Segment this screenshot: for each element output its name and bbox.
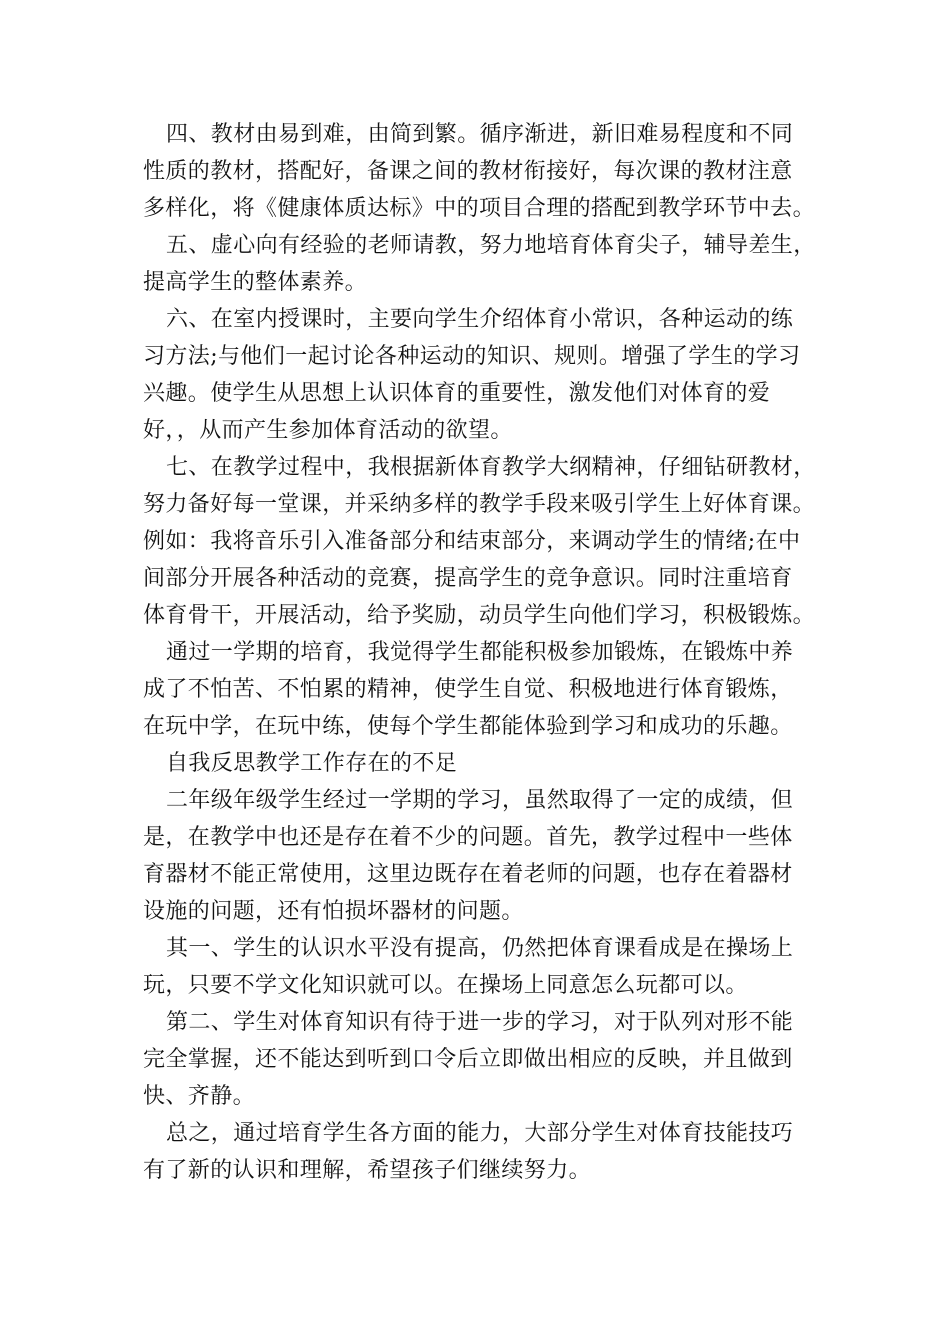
paragraph-5-line-1: 五、虚心向有经验的老师请教，努力地培育体育尖子，辅导差生， <box>166 233 816 258</box>
paragraph-6-line-3: 兴趣。使学生从思想上认识体育的重要性，激发他们对体育的爱 <box>143 381 771 406</box>
paragraph-7-line-3: 例如：我将音乐引入准备部分和结束部分，来调动学生的情绪;在中 <box>143 529 801 554</box>
paragraph-summary-line-2: 成了不怕苦、不怕累的精神，使学生自觉、积极地进行体育锻炼， <box>143 677 793 702</box>
paragraph-intro-line-3: 育器材不能正常使用，这里边既存在着老师的问题，也存在着器材 <box>143 862 793 887</box>
paragraph-second-line-2: 完全掌握，还不能达到听到口令后立即做出相应的反映，并且做到 <box>143 1047 793 1072</box>
paragraph-intro-line-2: 是，在教学中也还是存在着不少的问题。首先，教学过程中一些体 <box>143 825 793 850</box>
paragraph-4-line-2: 性质的教材，搭配好，备课之间的教材衔接好，每次课的教材注意 <box>143 159 793 184</box>
paragraph-conclusion-line-2: 有了新的认识和理解，希望孩子们继续努力。 <box>143 1158 592 1183</box>
paragraph-6-line-2: 习方法;与他们一起讨论各种运动的知识、规则。增强了学生的学习 <box>143 344 801 369</box>
paragraph-7-line-5: 体育骨干，开展活动，给予奖励，动员学生向他们学习，积极锻炼。 <box>143 603 816 628</box>
paragraph-4-line-1: 四、教材由易到难，由简到繁。循序渐进，新旧难易程度和不同 <box>166 122 794 147</box>
paragraph-second-line-3: 快、齐静。 <box>143 1084 256 1109</box>
paragraph-7-line-4: 间部分开展各种活动的竞赛，提高学生的竞争意识。同时注重培育 <box>143 566 793 591</box>
paragraph-4-line-3: 多样化，将《健康体质达标》中的项目合理的搭配到教学环节中去。 <box>143 196 816 221</box>
paragraph-first-line-2: 玩，只要不学文化知识就可以。在操场上同意怎么玩都可以。 <box>143 973 748 998</box>
paragraph-second-line-1: 第二、学生对体育知识有待于进一步的学习，对于队列对形不能 <box>166 1010 794 1035</box>
paragraph-7-line-2: 努力备好每一堂课，并采纳多样的教学手段来吸引学生上好体育课。 <box>143 492 816 517</box>
paragraph-intro-line-4: 设施的问题，还有怕损坏器材的问题。 <box>143 899 524 924</box>
paragraph-7-line-1: 七、在教学过程中，我根据新体育教学大纲精神，仔细钻研教材， <box>166 455 816 480</box>
paragraph-6-line-1: 六、在室内授课时，主要向学生介绍体育小常识，各种运动的练 <box>166 307 794 332</box>
paragraph-summary-line-1: 通过一学期的培育，我觉得学生都能积极参加锻炼，在锻炼中养 <box>166 640 794 665</box>
paragraph-conclusion-line-1: 总之，通过培育学生各方面的能力，大部分学生对体育技能技巧 <box>166 1121 794 1146</box>
paragraph-5-line-2: 提高学生的整体素养。 <box>143 270 368 295</box>
paragraph-6-line-4: 好，，从而产生参加体育活动的欲望。 <box>143 418 513 443</box>
paragraph-summary-line-3: 在玩中学，在玩中练，使每个学生都能体验到学习和成功的乐趣。 <box>143 714 793 739</box>
paragraph-first-line-1: 其一、学生的认识水平没有提高，仍然把体育课看成是在操场上 <box>166 936 794 961</box>
section-heading: 自我反思教学工作存在的不足 <box>166 751 458 776</box>
paragraph-intro-line-1: 二年级年级学生经过一学期的学习，虽然取得了一定的成绩，但 <box>166 788 794 813</box>
